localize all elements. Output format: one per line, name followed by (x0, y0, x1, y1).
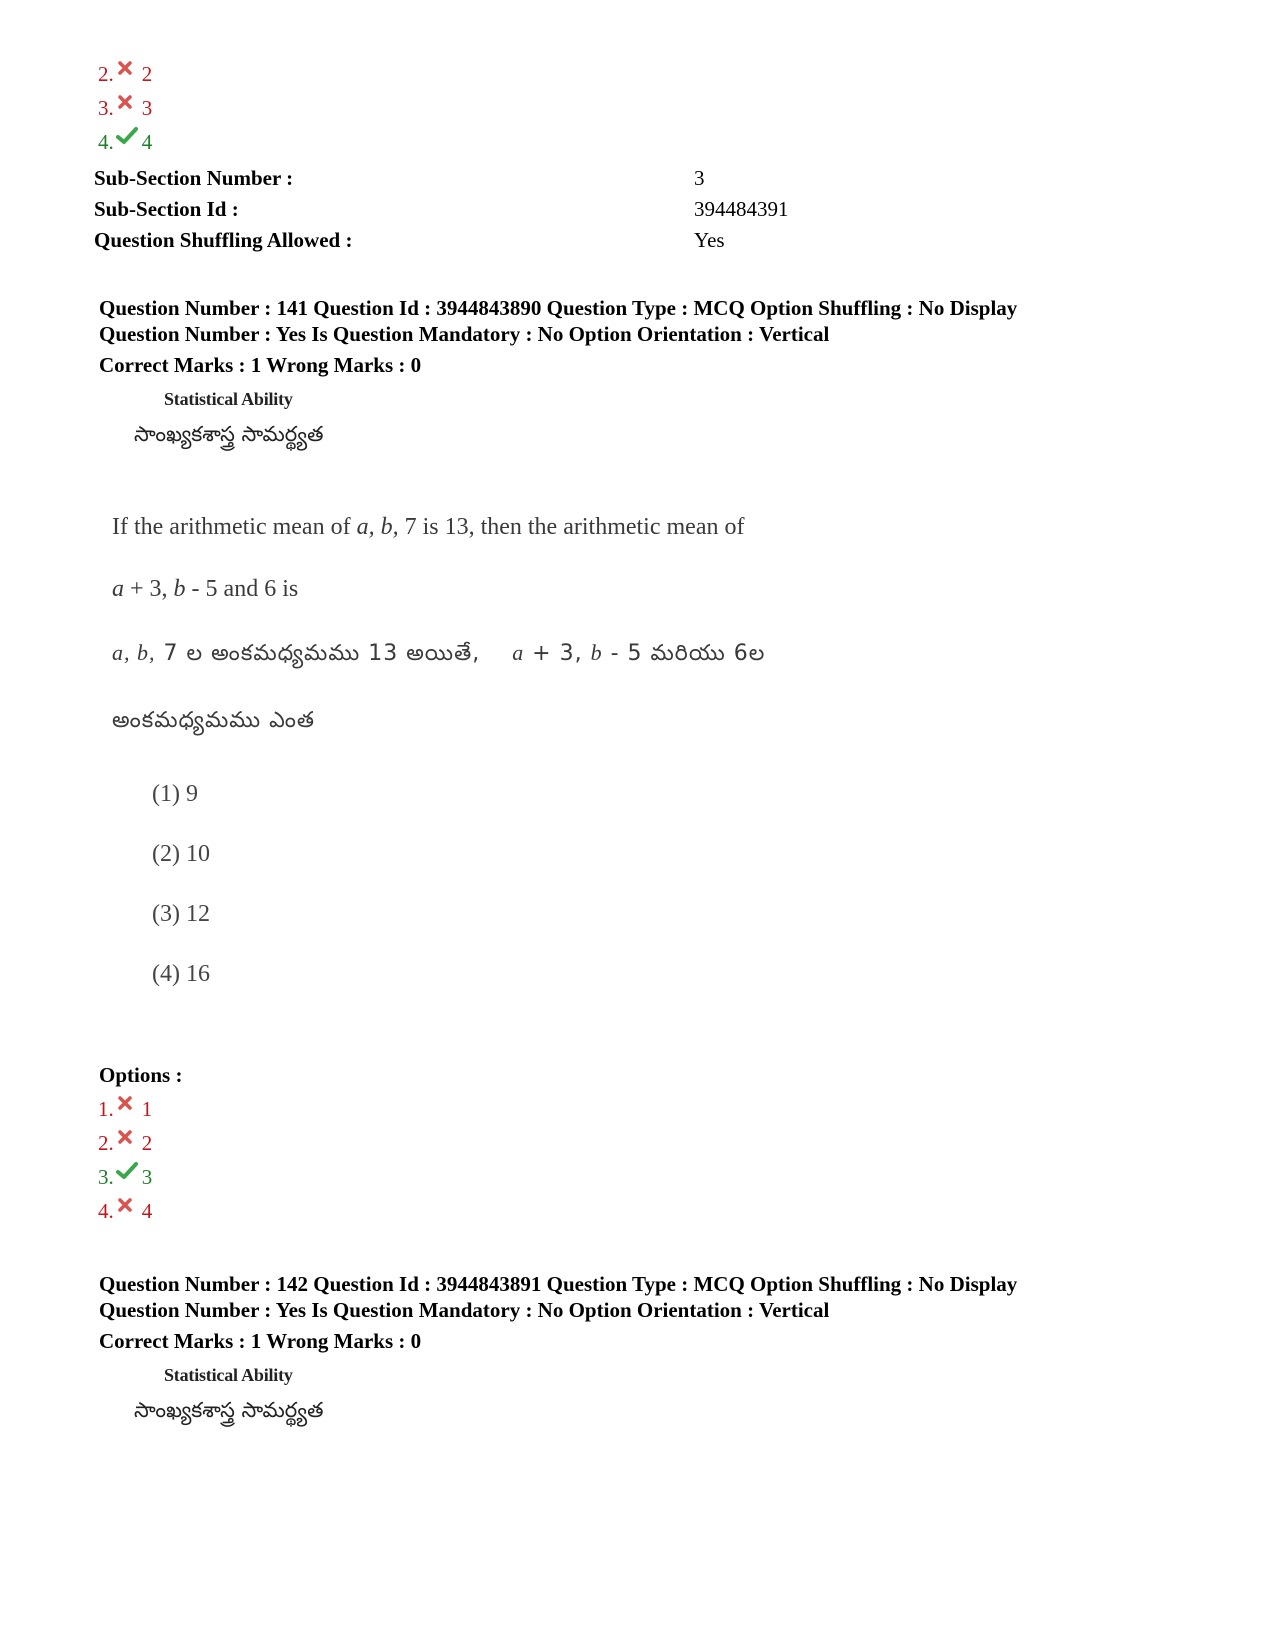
q141-option-4: 4. 4 (98, 1199, 152, 1223)
subsection-number-value: 3 (694, 166, 705, 190)
question-shuffling-value: Yes (694, 228, 725, 252)
prev-option-2: 2. 2 (98, 62, 152, 86)
q142-marks: Correct Marks : 1 Wrong Marks : 0 (99, 1329, 422, 1353)
subsection-number-label: Sub-Section Number : (94, 166, 294, 190)
q141-subject-english: Statistical Ability (164, 389, 293, 409)
cross-icon (116, 92, 140, 110)
prev-option-4: 4. 4 (98, 130, 152, 154)
q141-choice-4: (4) 16 (152, 961, 210, 987)
q142-header-line-2: Question Number : Yes Is Question Mandatory : No Option Orientation : Vertical (99, 1298, 830, 1322)
q141-header-line-1: Question Number : 141 Question Id : 3944843890 Question Type : MCQ Option Shuffling : No Display (99, 296, 1018, 320)
check-icon (116, 126, 140, 144)
q141-option-2: 2. 2 (98, 1131, 152, 1155)
q142-header-line-1: Question Number : 142 Question Id : 3944843891 Question Type : MCQ Option Shuffling : No Display (99, 1272, 1018, 1296)
subsection-id-value: 394484391 (694, 197, 789, 221)
q141-option-3: 3. 3 (98, 1165, 152, 1189)
question-shuffling-label: Question Shuffling Allowed : (94, 228, 353, 252)
cross-icon (116, 1195, 140, 1213)
q141-question-telugu-line-2: అంకమధ్యమము ఎంత (112, 708, 316, 733)
q141-question-english-line-1: If the arithmetic mean of a, b, 7 is 13, then the arithmetic mean of (112, 514, 745, 540)
cross-icon (116, 58, 140, 76)
subsection-id-label: Sub-Section Id : (94, 197, 239, 221)
q141-header-line-2: Question Number : Yes Is Question Mandatory : No Option Orientation : Vertical (99, 322, 830, 346)
cross-icon (116, 1093, 140, 1111)
cross-icon (116, 1127, 140, 1145)
prev-option-3: 3. 3 (98, 96, 152, 120)
q142-subject-english: Statistical Ability (164, 1365, 293, 1385)
q141-marks: Correct Marks : 1 Wrong Marks : 0 (99, 353, 422, 377)
q141-subject-telugu: సాంఖ్యకశాస్త్ర సామర్థ్యత (134, 422, 324, 446)
q141-choice-3: (3) 12 (152, 901, 210, 927)
q141-choice-1: (1) 9 (152, 781, 198, 807)
check-icon (116, 1161, 140, 1179)
q141-option-1: 1. 1 (98, 1097, 152, 1121)
q141-options-label: Options : (99, 1063, 183, 1087)
q141-choice-2: (2) 10 (152, 841, 210, 867)
q141-question-english-line-2: a + 3, b - 5 and 6 is (112, 576, 299, 602)
q141-question-telugu-line-1: a, b, 7 ల అంకమధ్యమము 13 అయితే, a + 3, b - 5 మరియు 6ల (112, 640, 766, 666)
q142-subject-telugu: సాంఖ్యకశాస్త్ర సామర్థ్యత (134, 1398, 324, 1422)
